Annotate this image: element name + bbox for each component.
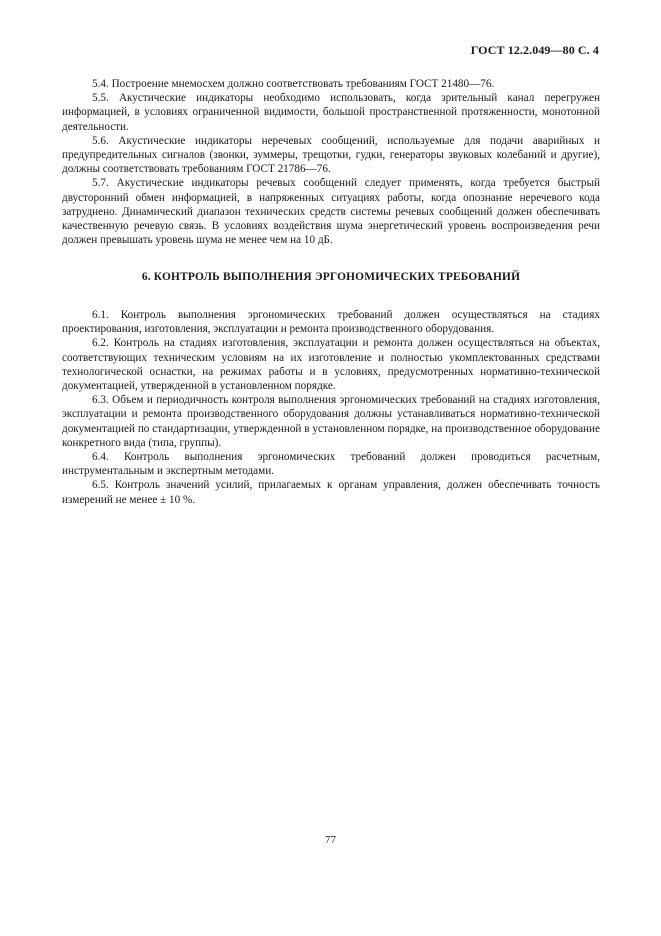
page-number: 77 [325, 834, 336, 846]
section-6-body [62, 308, 600, 507]
paragraph-6-3: 6.3. Объем и периодичность контроля выполнения эргономических требований на стадиях изготовления, эксплуатации и ремонта производственного оборудования должны устанавливаться нормативно-технической документацией по стандартизации, утвержденной в установленном порядке, на производственное оборудование конкретного вида (типа, группы). [62, 394, 600, 449]
paragraph-6-1: 6.1. Контроль выполнения эргономических требований должен осуществляться на стадиях проектирования, изготовления, эксплуатации и ремонта производственного оборудования. [62, 309, 600, 336]
paragraph-5-7: 5.7. Акустические индикаторы речевых сообщений следует применять, когда требуется быстрый двусторонний обмен информацией, в напряженных ситуациях работы, когда опознание неречевого кода затруднено. Динамический диапазон технических средств системы речевых сообщений должен обеспечивать качественную речевую связь. В условиях воздействия шума энергетический уровень воспроизведения речи должен превышать уровень шума не менее чем на 10 дБ. [62, 177, 600, 247]
paragraph-6-5: 6.5. Контроль значений усилий, прилагаемых к органам управления, должен обеспечивать точность измерений не менее ± 10 %. [62, 479, 600, 506]
paragraph-5-6: 5.6. Акустические индикаторы неречевых сообщений, используемые для подачи аварийных и предупредительных сигналов (звонки, зуммеры, трещотки, гудки, генераторы звуковых колебаний и другие), должны соответствовать требованиям ГОСТ 21786—76. [62, 134, 600, 176]
running-title: ГОСТ 12.2.049—80 С. 4 [470, 43, 599, 57]
paragraph-5-4: 5.4. Построение мнемосхем должно соответствовать требованиям ГОСТ 21480—76. [92, 78, 495, 90]
section-6-heading: 6. КОНТРОЛЬ ВЫПОЛНЕНИЯ ЭРГОНОМИЧЕСКИХ ТРЕБОВАНИЙ [141, 271, 521, 283]
paragraph-6-2: 6.2. Контроль на стадиях изготовления, эксплуатации и ремонта должен осуществляться на объектах, соответствующих техническим условиям на их изготовление и полностью укомплектованных средствами технологической оснастки, на режимах работы и в условиях, предусмотренных нормативно-технической документацией, утвержденной в установленном порядке. [62, 337, 600, 393]
section-5-continuation [62, 77, 600, 247]
paragraph-5-5: 5.5. Акустические индикаторы необходимо использовать, когда зрительный канал перегружен информацией, в условиях ограниченной видимости, большой пространственной протяженности, монотонной деятельности. [62, 92, 600, 133]
paragraph-6-4: 6.4. Контроль выполнения эргономических требований должен проводиться расчетным, инструментальным и экспертным методами. [62, 451, 600, 478]
